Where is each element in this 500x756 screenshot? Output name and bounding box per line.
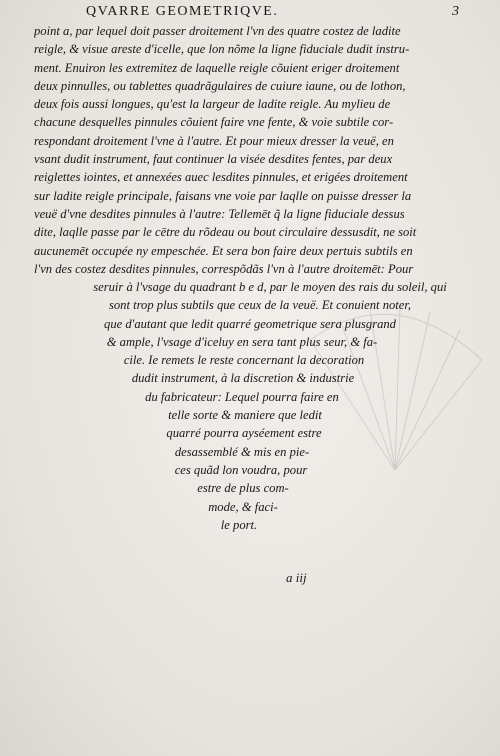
signature-mark: a iij: [286, 570, 307, 585]
main-text-block: [34, 22, 440, 278]
text-line: estre de plus com-: [197, 481, 289, 496]
text-line: telle sorte & maniere que ledit: [168, 408, 322, 423]
text-line: aucunemēt occupée ny empeschée. Et sera bon faire deux pertuis subtils en: [34, 243, 413, 258]
text-line: sont trop plus subtils que ceux de la veuë. Et conuient noter,: [108, 298, 412, 313]
text-line: vsant dudit instrument, faut continuer la visée desdites fentes, par deux: [34, 152, 393, 167]
page-number: 3: [452, 4, 459, 19]
text-line: reiglettes iointes, et annexées auec lesdites pinnules, et erigées droitement: [34, 170, 408, 185]
text-line: point a, par lequel doit passer droitement l'vn des quatre costez de ladite: [34, 24, 401, 38]
text-line: du fabricateur: Lequel pourra faire en: [145, 389, 339, 404]
text-line: le port.: [220, 517, 258, 532]
tapered-text-block: [34, 278, 466, 534]
text-line: ment. Enuiron les extremitez de laquelle reigle cõuient eriger droitement: [34, 60, 400, 75]
text-line: deux pinnulles, ou tablettes quadrãgulaires de cuiure iaune, ou de lothon,: [34, 78, 406, 93]
running-head: QVARRE GEOMETRIQVE.: [86, 4, 279, 19]
text-line: reigle, & visue areste d'icelle, que lon nõme la ligne fiduciale dudit instru-: [34, 42, 410, 57]
text-line: dite, laqlle passe par le cētre du rõdeau ou bout circulaire dessusdit, ne soit: [34, 225, 417, 240]
text-line: & ample, l'vsage d'iceluy en sera tant plus seur, & fa-: [106, 334, 378, 349]
text-line: cile. Ie remets le reste concernant la decoration: [123, 353, 365, 368]
text-line: chacune desquelles pinnules cõuient faire vne fente, & voie subtile cor-: [34, 115, 394, 130]
text-line: sur ladite reigle principale, faisans vne voie par laqlle on puisse dresser la: [34, 188, 412, 203]
text-line: seruir à l'vsage du quadrant b e d, par le moyen des rais du soleil, qui: [93, 280, 447, 294]
text-line: respondant droitement l'vne à l'autre. Et pour mieux dresser la veuë, en: [34, 133, 394, 148]
text-line: deux fois aussi longues, qu'est la largeur de ladite reigle. Au mylieu de: [34, 97, 391, 112]
text-line: quarré pourra ayséement estre: [166, 426, 322, 441]
text-line: que d'autant que ledit quarré geometrique sera plusgrand: [104, 316, 396, 331]
text-line: veuë d'vne desdites pinnules à l'autre: Tellemēt q̃ la ligne fiduciale dessus: [34, 206, 405, 221]
text-line: desassemblé & mis en pie-: [174, 444, 310, 459]
text-line: mode, & faci-: [208, 499, 278, 514]
text-line: ces quãd lon voudra, pour: [174, 462, 308, 477]
text-line: l'vn des costez desdites pinnules, correspõdãs l'vn à l'autre droitemēt: Pour: [34, 261, 414, 276]
text-line: dudit instrument, à la discretion & industrie: [131, 371, 355, 386]
